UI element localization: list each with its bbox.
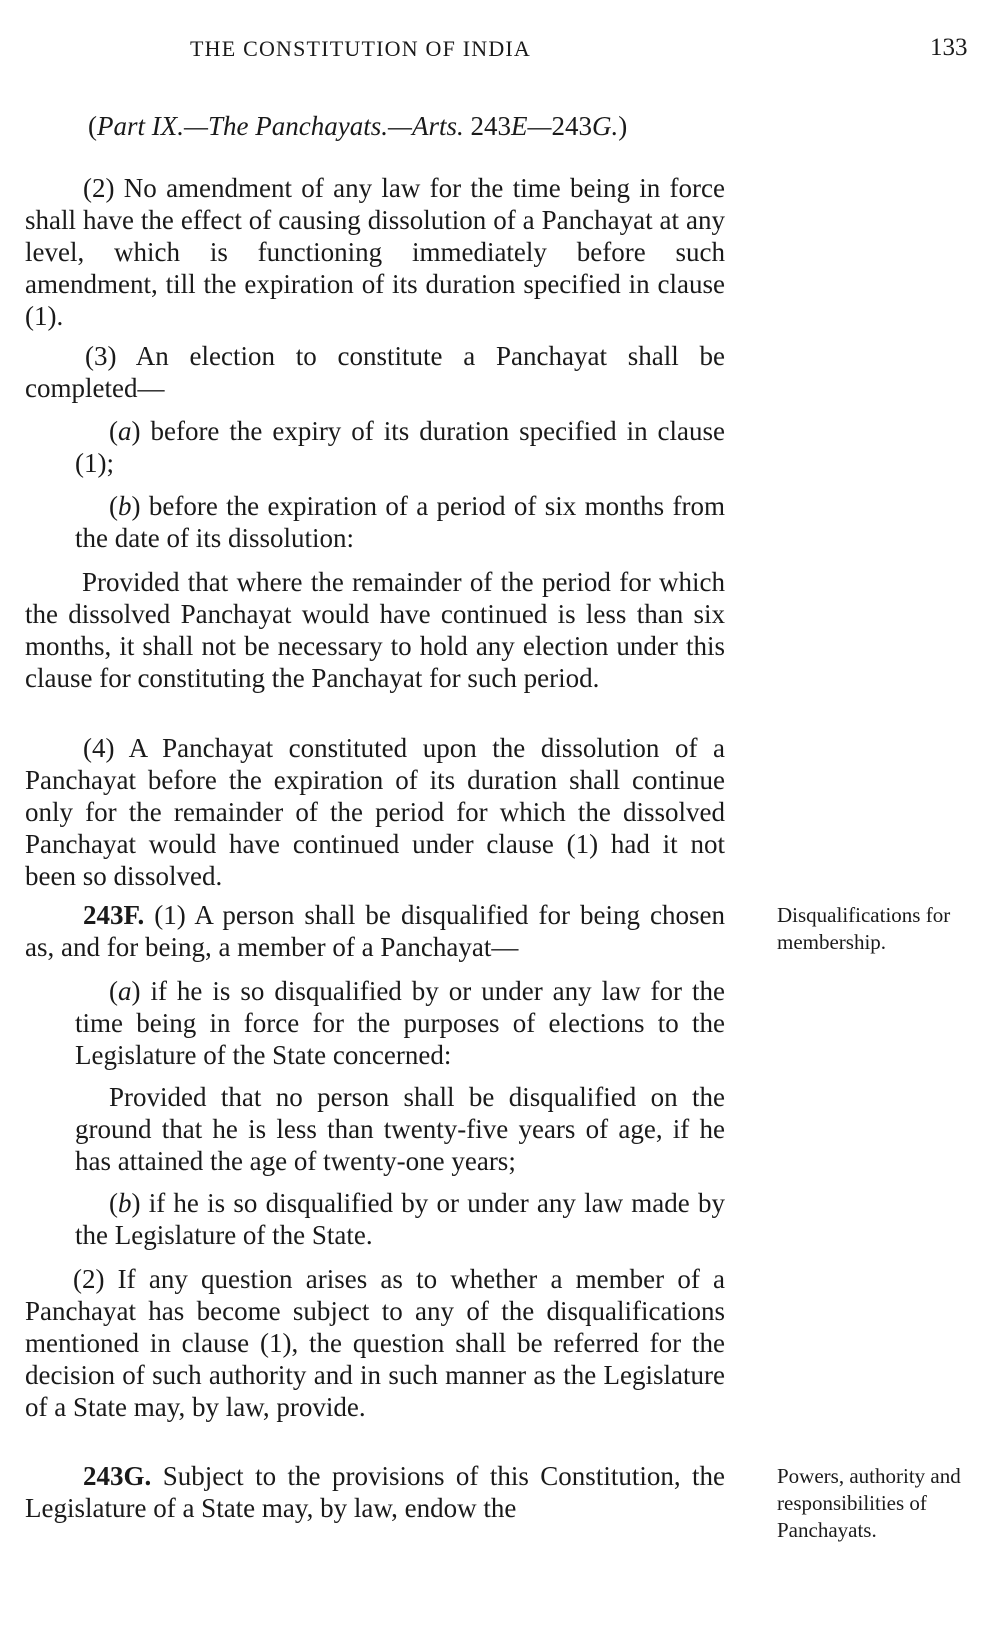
paragraph-text: before the expiration of a period of six months from the date of its dissolution: xyxy=(75,491,725,553)
paragraph-text: if he is so disqualified by or under any law made by the Legislature of the State. xyxy=(75,1188,725,1250)
paragraph-text: (2) If any question arises as to whether a member of a Panchayat has become subject to any of the disqualifications mentioned in clause (1), the question shall be referred for the decision of such authority and in such manner as the Legislature of a State may, by law, provide. xyxy=(25,1264,725,1422)
paragraph-text: (2) No amendment of any law for the time being in force shall have the effect of causing dissolution of a Panchayat at any level, which is functioning immediately before such amendment, till the expiration of its duration specified in clause (1). xyxy=(25,173,725,331)
clause-2-paragraph xyxy=(25,1263,725,1423)
clause-3-paragraph xyxy=(25,340,725,404)
margin-note-disqualifications: Disqualifications for membership. xyxy=(777,903,951,954)
article-243f-paragraph xyxy=(25,899,725,963)
margin-note-powers: Powers, authority and responsibilities of Panchayats. xyxy=(777,1464,961,1542)
sub-clause-label: a xyxy=(118,416,132,446)
paragraph-text: (4) A Panchayat constituted upon the dissolution of a Panchayat before the expiration of its duration shall continue only for the remainder of the period for which the dissolved Panchayat would have continued under clause (1) had it not been so dissolved. xyxy=(25,733,725,891)
sub-clause-label: b xyxy=(118,1188,132,1218)
clause-2-paragraph xyxy=(25,172,725,332)
sub-clause-label: b xyxy=(118,491,132,521)
paragraph-text: if he is so disqualified by or under any law for the time being in force for the purposes of elections to the Legislature of the State concerned: xyxy=(75,976,725,1070)
paragraph-text: Provided that no person shall be disqualified on the ground that he is less than twenty-five years of age, if he has attained the age of twenty-one years; xyxy=(75,1082,725,1176)
sub-clause-a: (a) before the expiry of its duration specified in clause (1); xyxy=(75,416,725,478)
paragraph-text: Subject to the provisions of this Constitution, the Legislature of a State may, by law, endow the xyxy=(25,1461,725,1523)
part-subheading: (Part IX.—The Panchayats.—Arts. 243E—243G.) xyxy=(88,111,628,141)
proviso-paragraph xyxy=(75,1081,725,1177)
paragraph-text: Provided that where the remainder of the period for which the dissolved Panchayat would have continued is less than six months, it shall not be necessary to hold any election under this clause for constituting the Panchayat for such period. xyxy=(25,567,725,693)
proviso-paragraph xyxy=(25,566,725,694)
article-number: 243G. xyxy=(83,1461,152,1491)
article-243g-paragraph xyxy=(25,1460,725,1524)
sub-clause-label: a xyxy=(118,976,132,1006)
paragraph-text: before the expiry of its duration specified in clause (1); xyxy=(75,416,725,478)
running-header-title: THE CONSTITUTION OF INDIA xyxy=(190,36,532,61)
sub-clause-a: (a) if he is so disqualified by or under any law for the time being in force for the purposes of elections to the Legislature of the State concerned: xyxy=(75,976,725,1070)
paragraph-text: (1) A person shall be disqualified for being chosen as, and for being, a member of a Panchayat— xyxy=(25,900,725,962)
clause-4-paragraph xyxy=(25,732,725,892)
article-number: 243F. xyxy=(83,900,145,930)
sub-clause-b: (b) before the expiration of a period of six months from the date of its dissolution: xyxy=(75,491,725,553)
paragraph-text: (3) An election to constitute a Panchayat shall be completed— xyxy=(25,341,725,403)
sub-clause-b: (b) if he is so disqualified by or under any law made by the Legislature of the State. xyxy=(75,1188,725,1250)
page-number: 133 xyxy=(930,34,968,61)
